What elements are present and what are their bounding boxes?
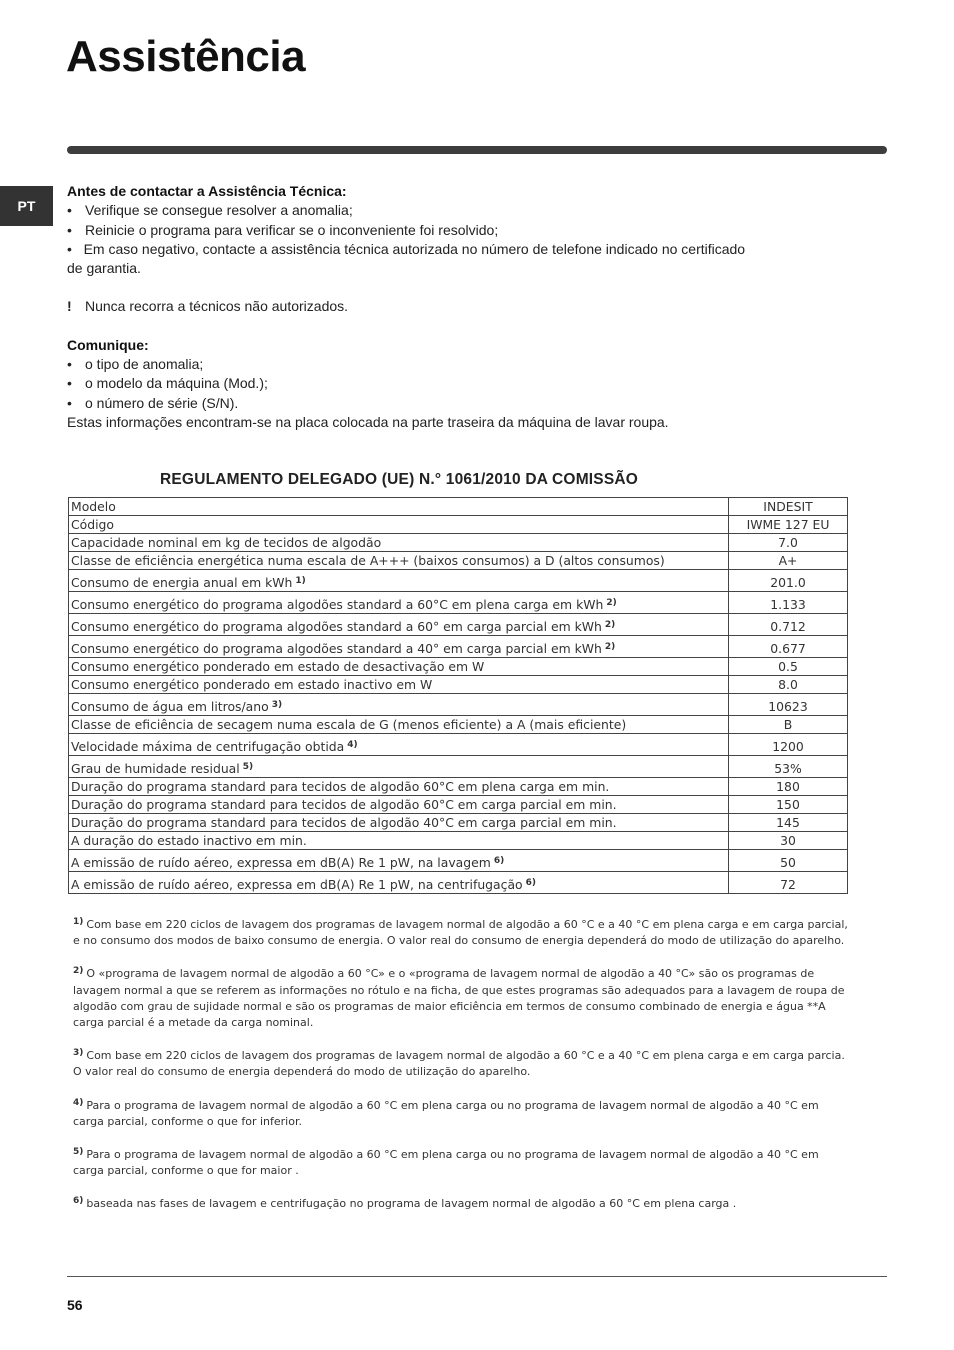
footnote [73,914,848,949]
communicate-heading: Comunique: [67,336,149,353]
footnote-ref: 6) [525,878,537,888]
row-value: 145 [729,814,848,832]
footnote-text: Com base em 220 ciclos de lavagem dos programas de lavagem normal de algodão a 60 °C e a 40 °C em plena carga e em carga parcia. O valor real do consumo de energia dependerá do modo de utilização do aparelho. [73,1049,845,1079]
table-row [69,734,848,756]
table-row [69,552,848,570]
row-value: 10623 [729,694,848,716]
row-value: 0.677 [729,636,848,658]
row-label: Duração do programa standard para tecidos de algodão 60°C em plena carga em min. [69,778,729,796]
table-row [69,658,848,676]
footnotes [73,914,848,1227]
row-value: B [729,716,848,734]
table-row [69,756,848,778]
table-row [69,778,848,796]
list-item: • Em caso negativo, contacte a assistência técnica autorizada no número de telefone indicado no certificado de garantia. [67,240,746,277]
regulation-table [68,497,848,894]
table-row [69,592,848,614]
list-item: • o tipo de anomalia; [67,355,747,374]
footnote-text: O «programa de lavagem normal de algodão a 60 °C» e o «programa de lavagem normal de algodão a 40 °C» são os programas de lavagem normal a que se referem as informações no rótulo e na ficha, de que estes programas são adequados para a lavagem de roupa de algodão com grau de sujidade normal e são os programas de maior eficiência em termos de consumo combinado de energia e água **A carga parcial é a metade da carga nominal. [73,967,845,1030]
table-row [69,796,848,814]
row-value: 30 [729,832,848,850]
warning-text: Nunca recorra a técnicos não autorizados. [85,298,349,315]
row-value: 72 [729,872,848,894]
row-label: A duração do estado inactivo em min. [69,832,729,850]
footnote-ref: 2) [604,620,616,630]
row-value: 1.133 [729,592,848,614]
footnote-mark: 3) [73,1048,84,1059]
footnote-mark: 4) [73,1097,84,1108]
footnote-ref: 5) [242,762,254,772]
table-row [69,676,848,694]
row-label: Consumo energético ponderado em estado de desactivação em W [69,658,729,676]
row-value: 1200 [729,734,848,756]
row-label: Velocidade máxima de centrifugação obtida $^{4)}$ [69,734,729,756]
list-item: • o modelo da máquina (Mod.); [67,374,747,393]
row-label: Consumo energético do programa algodões standard a 40° em carga parcial em kWh $^{2)}$ [69,636,729,658]
footnote [73,963,848,1031]
row-value: INDESIT [729,498,848,516]
footnote-text: Para o programa de lavagem normal de algodão a 60 °C em plena carga ou no programa de lavagem normal de algodão a 40 °C em carga parcial, conforme o que for maior . [73,1148,819,1178]
row-label: A emissão de ruído aéreo, expressa em dB(A) Re 1 pW, na centrifugação $^{6)}$ [69,872,729,894]
row-value: IWME 127 EU [729,516,848,534]
bullet-icon: • [67,221,72,238]
footnote [73,1095,848,1130]
list-item: • Reinicie o programa para verificar se o inconveniente foi resolvido; [67,221,747,240]
row-value: 8.0 [729,676,848,694]
footnote-text: Para o programa de lavagem normal de algodão a 60 °C em plena carga ou no programa de lavagem normal de algodão a 40 °C em carga parcial, conforme o que for inferior. [73,1098,819,1128]
footnote [73,1144,848,1179]
footnote-ref: 6) [493,856,505,866]
table-row [69,832,848,850]
row-label: Duração do programa standard para tecidos de algodão 40°C em carga parcial em min. [69,814,729,832]
footnote-text: Com base em 220 ciclos de lavagem dos programas de lavagem normal de algodão a 60 °C e a 40 °C em plena carga e em carga parcial, e no consumo dos modos de baixo consumo de energia. O valor real do consumo de energia dependerá do modo de utilização do aparelho. [73,918,848,948]
page-number: 56 [67,1297,83,1313]
footnote [73,1193,848,1212]
footnote-text: baseada nas fases de lavagem e centrifugação no programa de lavagem normal de algodão a 60 °C em plena carga . [86,1197,737,1211]
row-label: Consumo energético ponderado em estado inactivo em W [69,676,729,694]
warning-note [67,297,747,316]
footer-divider [67,1276,887,1277]
bullet-icon: • [67,202,72,219]
bullet-icon: • [67,356,72,373]
footnote-ref: 1) [295,576,306,586]
table-row [69,636,848,658]
exclamation-icon: ! [67,298,72,315]
row-label: Consumo energético do programa algodões standard a 60°C em plena carga em kWh $^{2)}$ [69,592,729,614]
footnote-ref: 2) [604,642,616,652]
table-row [69,694,848,716]
row-value: 7.0 [729,534,848,552]
table-row [69,850,848,872]
footnote-mark: 2) [73,966,84,977]
regulation-title: REGULAMENTO DELEGADO (UE) N.° 1061/2010 DA COMISSÃO [160,471,639,488]
row-label: Classe de eficiência energética numa escala de A+++ (baixos consumos) a D (altos consumos) [69,552,729,570]
row-label: Consumo de água em litros/ano $^{3)}$ [69,694,729,716]
row-value: 53% [729,756,848,778]
row-label: Código [69,516,729,534]
footnote-ref: 2) [606,598,617,608]
before-contact-heading: Antes de contactar a Assistência Técnica: [67,183,347,199]
row-label: Grau de humidade residual $^{5)}$ [69,756,729,778]
row-label: Capacidade nominal em kg de tecidos de algodão [69,534,729,552]
table-row [69,516,848,534]
row-value: 180 [729,778,848,796]
list-item: • Verifique se consegue resolver a anomalia; [67,201,747,220]
assistance-section [67,182,747,432]
row-value: 0.5 [729,658,848,676]
row-label: Consumo de energia anual em kWh $^{1)}$ [69,570,729,592]
row-label: Duração do programa standard para tecidos de algodão 60°C em carga parcial em min. [69,796,729,814]
table-row [69,614,848,636]
footnote [73,1045,848,1080]
row-label: A emissão de ruído aéreo, expressa em dB(A) Re 1 pW, na lavagem $^{6)}$ [69,850,729,872]
table-row [69,814,848,832]
footnote-ref: 4) [347,740,358,750]
table-row [69,534,848,552]
table-row [69,570,848,592]
bullet-icon: • [67,375,72,392]
table-row [69,498,848,516]
bullet-icon: • [67,394,72,411]
header-divider [67,146,887,154]
table-row [69,872,848,894]
row-value: A+ [729,552,848,570]
table-row [69,716,848,734]
list-item: • o número de série (S/N). [67,394,747,413]
row-value: 50 [729,850,848,872]
language-tab: PT [0,186,53,226]
footnote-ref: 3) [271,700,283,710]
communicate-footer: Estas informações encontram-se na placa colocada na parte traseira da máquina de lavar roupa. [67,413,669,430]
row-label: Consumo energético do programa algodões standard a 60° em carga parcial em kWh $^{2)}$ [69,614,729,636]
footnote-mark: 6) [73,1196,84,1207]
page-title: Assistência [66,32,306,81]
row-value: 0.712 [729,614,848,636]
row-value: 201.0 [729,570,848,592]
row-value: 150 [729,796,848,814]
footnote-mark: 1) [73,917,84,927]
footnote-mark: 5) [73,1147,84,1158]
row-label: Modelo [69,498,729,516]
row-label: Classe de eficiência de secagem numa escala de G (menos eficiente) a A (mais eficiente) [69,716,729,734]
